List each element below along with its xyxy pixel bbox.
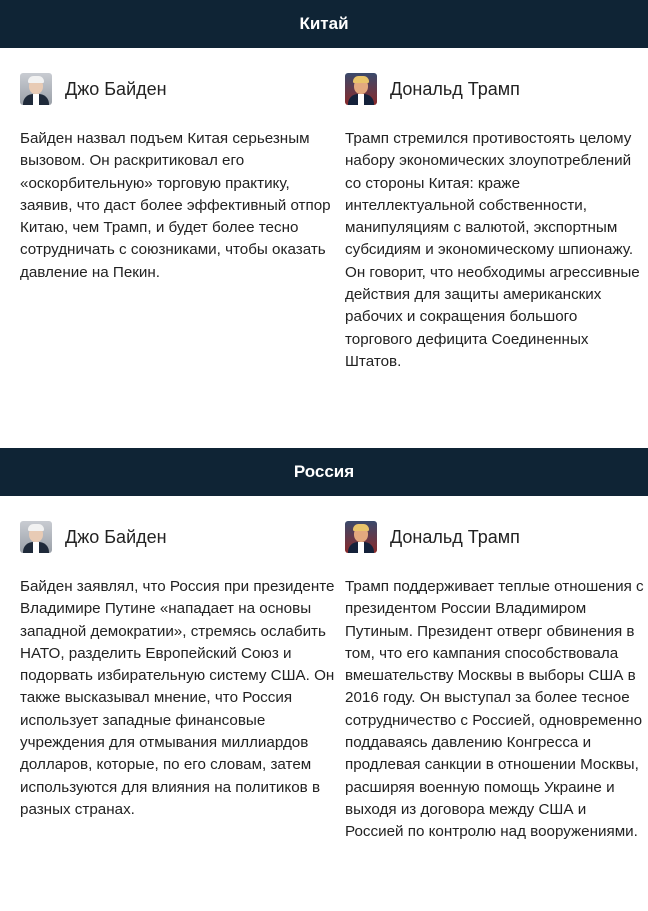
section-body	[0, 48, 648, 373]
candidate-position-text: Трамп поддерживает теплые отношения с президентом России Владимиром Путиным. Президент отверг обвинения в том, что его кампания способствовала вмешательству Москвы в выборы США в 2016 году. Он выступал за более тесное сотрудничество с Россией, одновременно поддаваясь давлению Конгресса и продлевая санкции в отношении Москвы, расширяя военную помощь Украине и выходя из договора между США и Россией по контролю над вооружениями.	[345, 578, 644, 841]
section-title: Китай	[299, 14, 349, 33]
candidate-header	[345, 520, 648, 554]
candidate-name: Дональд Трамп	[390, 78, 520, 99]
candidate-name: Джо Байден	[65, 526, 167, 547]
candidate-name: Дональд Трамп	[390, 526, 520, 547]
candidate-header	[20, 520, 335, 554]
candidate-header	[345, 72, 648, 106]
section-china	[0, 0, 648, 448]
biden-avatar	[20, 73, 52, 105]
section-body	[0, 496, 648, 844]
trump-avatar	[345, 521, 377, 553]
biden-column	[20, 496, 345, 844]
candidate-name: Джо Байден	[65, 78, 167, 99]
section-title: Россия	[293, 462, 355, 481]
candidate-position-text: Трамп стремился противостоять целому набору экономических злоупотреблений со стороны Китая: краже интеллектуальной собственности, манипуляциям с валютой, экспортным субсидиям и экономическому шпионажу. Он говорит, что необходимы агрессивные действия для защиты американских рабочих и сокращения большого торгового дефицита Соединенных Штатов.	[345, 130, 640, 370]
trump-avatar	[345, 73, 377, 105]
trump-column	[345, 496, 648, 844]
section-header-china	[0, 0, 648, 48]
trump-column	[345, 48, 648, 373]
biden-avatar	[20, 521, 52, 553]
candidate-position-text: Байден заявлял, что Россия при президенте Владимире Путине «нападает на основы западной демократии», стремясь ослабить НАТО, разделить Европейский Союз и подорвать избирательную систему США. Он также высказывал мнение, что Россия использует западные финансовые учреждения для отмывания миллиардов долларов, которые, по его словам, затем используются для влияния на политиков в разных странах.	[20, 578, 335, 818]
section-header-russia	[0, 448, 648, 496]
candidate-header	[20, 72, 335, 106]
biden-column	[20, 48, 345, 373]
section-russia	[0, 448, 648, 844]
candidate-position-text: Байден назвал подъем Китая серьезным вызовом. Он раскритиковал его «оскорбительную» торговую практику, заявив, что даст более эффективный отпор Китаю, чем Трамп, и будет более тесно сотрудничать с союзниками, чтобы оказать давление на Пекин.	[20, 130, 331, 281]
